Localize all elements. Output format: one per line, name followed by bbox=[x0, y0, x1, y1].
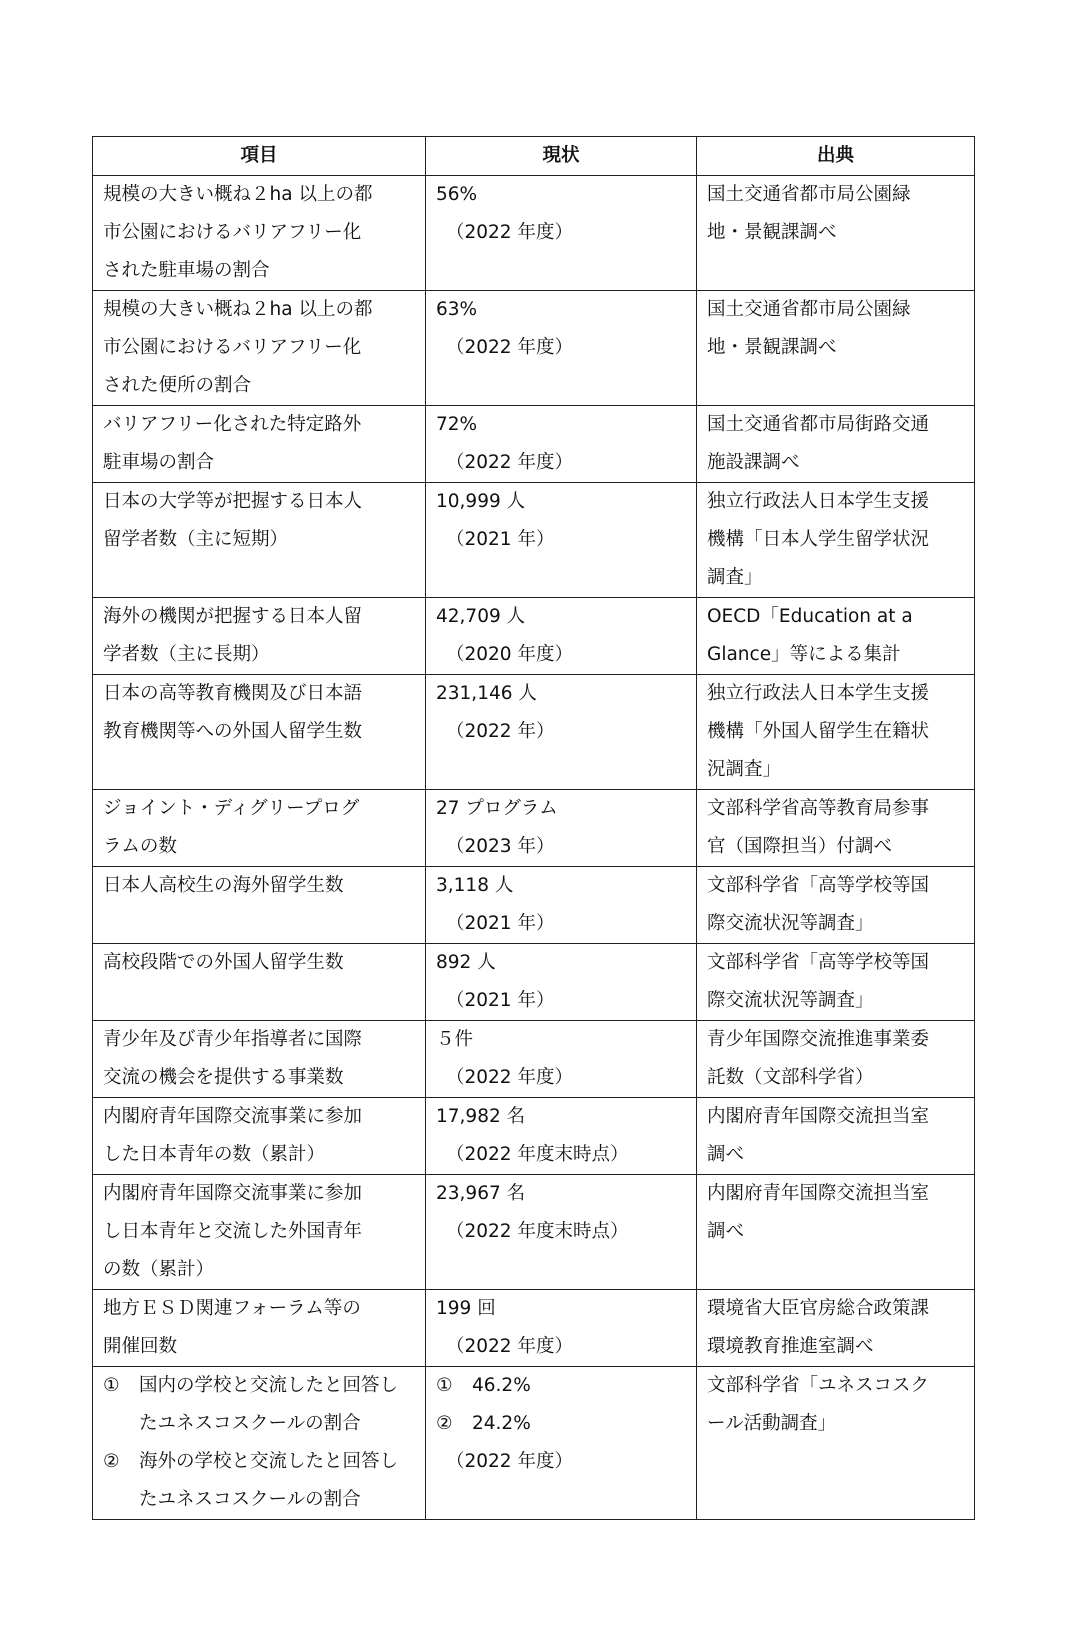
table-row bbox=[93, 1021, 975, 1098]
table-header-row bbox=[93, 137, 975, 176]
source-line: Glance」等による集計 bbox=[707, 644, 901, 665]
cell-source bbox=[697, 291, 975, 406]
source-line: 託数（文部科学省） bbox=[707, 1067, 874, 1088]
status-line: （2022 年度） bbox=[446, 337, 573, 358]
value-year: （2022 年度） bbox=[446, 1451, 573, 1472]
cell-status bbox=[426, 598, 697, 675]
item-line: 開催回数 bbox=[103, 1336, 178, 1357]
status-line: （2022 年度） bbox=[446, 1336, 573, 1357]
table-row bbox=[93, 291, 975, 406]
status-line: （2022 年度末時点） bbox=[446, 1221, 629, 1242]
cell-source bbox=[697, 483, 975, 598]
header-item: 項目 bbox=[93, 137, 426, 176]
header-status: 現状 bbox=[426, 137, 697, 176]
cell-status bbox=[426, 1175, 697, 1290]
indicators-table bbox=[92, 136, 975, 1520]
table-body bbox=[93, 176, 975, 1520]
item-line: 教育機関等への外国人留学生数 bbox=[103, 721, 363, 742]
table-row bbox=[93, 1175, 975, 1290]
status-line: 199 回 bbox=[436, 1298, 496, 1319]
cell-status bbox=[426, 944, 697, 1021]
enum-item bbox=[103, 1367, 415, 1443]
cell-source bbox=[697, 598, 975, 675]
source-line: 文部科学省「高等学校等国 bbox=[707, 875, 930, 896]
cell-source bbox=[697, 176, 975, 291]
enum-mark: ② bbox=[103, 1451, 120, 1472]
status-line: （2022 年度） bbox=[446, 222, 573, 243]
cell-source bbox=[697, 944, 975, 1021]
enum-text: 海外の学校と交流したと回答したユネスコスクールの割合 bbox=[139, 1451, 399, 1510]
status-line: （2021 年） bbox=[446, 913, 555, 934]
source-line: 際交流状況等調査」 bbox=[707, 913, 874, 934]
cell-source bbox=[697, 675, 975, 790]
item-line: 市公園におけるバリアフリー化 bbox=[103, 337, 362, 358]
source-line: 国土交通省都市局公園緑 bbox=[707, 299, 911, 320]
cell-source bbox=[697, 790, 975, 867]
cell-status bbox=[426, 483, 697, 598]
item-line: 留学者数（主に短期） bbox=[103, 529, 289, 550]
cell-item bbox=[93, 1021, 426, 1098]
enum-mark: ① bbox=[436, 1375, 453, 1396]
item-line: 青少年及び青少年指導者に国際 bbox=[103, 1029, 363, 1050]
cell-source bbox=[697, 1021, 975, 1098]
source-line: 文部科学省「高等学校等国 bbox=[707, 952, 930, 973]
source-line: 施設課調べ bbox=[707, 452, 800, 473]
cell-status bbox=[426, 675, 697, 790]
cell-source bbox=[697, 1367, 975, 1520]
table-row-last bbox=[93, 1367, 975, 1520]
cell-item bbox=[93, 598, 426, 675]
source-line: 況調査」 bbox=[707, 759, 782, 780]
status-line: 27 プログラム bbox=[436, 798, 558, 819]
item-line: 学者数（主に長期） bbox=[103, 644, 270, 665]
table-row bbox=[93, 675, 975, 790]
cell-item bbox=[93, 675, 426, 790]
source-line: 地・景観課調べ bbox=[707, 337, 837, 358]
cell-status bbox=[426, 867, 697, 944]
cell-status bbox=[426, 176, 697, 291]
item-line: 駐車場の割合 bbox=[103, 452, 215, 473]
status-line: 23,967 名 bbox=[436, 1183, 526, 1204]
cell-item bbox=[93, 1367, 426, 1520]
item-line: 規模の大きい概ね２ha 以上の都 bbox=[103, 299, 373, 320]
status-line: 56% bbox=[436, 184, 478, 205]
source-line: 国土交通省都市局公園緑 bbox=[707, 184, 911, 205]
status-line: （2022 年） bbox=[446, 721, 555, 742]
status-line: 892 人 bbox=[436, 952, 496, 973]
source-line: 官（国際担当）付調べ bbox=[707, 836, 893, 857]
source-line: 環境教育推進室調べ bbox=[707, 1336, 874, 1357]
source-line: 際交流状況等調査」 bbox=[707, 990, 874, 1011]
cell-source bbox=[697, 1290, 975, 1367]
status-line: 72% bbox=[436, 414, 478, 435]
table-row bbox=[93, 867, 975, 944]
source-line: 機構「外国人留学生在籍状 bbox=[707, 721, 930, 742]
status-line: （2022 年度） bbox=[446, 452, 573, 473]
cell-item bbox=[93, 291, 426, 406]
item-line: された便所の割合 bbox=[103, 375, 252, 396]
cell-item bbox=[93, 483, 426, 598]
cell-status bbox=[426, 291, 697, 406]
item-line: 日本の高等教育機関及び日本語 bbox=[103, 683, 363, 704]
value-line bbox=[436, 1367, 686, 1405]
table-row bbox=[93, 483, 975, 598]
source-line: 調べ bbox=[707, 1144, 745, 1165]
item-line: し日本青年と交流した外国青年 bbox=[103, 1221, 363, 1242]
cell-item bbox=[93, 406, 426, 483]
source-line: 環境省大臣官房総合政策課 bbox=[707, 1298, 930, 1319]
enum-item bbox=[103, 1443, 415, 1519]
cell-item bbox=[93, 1290, 426, 1367]
header-source: 出典 bbox=[697, 137, 975, 176]
status-line: 17,982 名 bbox=[436, 1106, 526, 1127]
item-line: 内閣府青年国際交流事業に参加 bbox=[103, 1183, 363, 1204]
item-line: した日本青年の数（累計） bbox=[103, 1144, 326, 1165]
source-line: 文部科学省高等教育局参事 bbox=[707, 798, 930, 819]
cell-status bbox=[426, 1021, 697, 1098]
source-line: 独立行政法人日本学生支援 bbox=[707, 491, 930, 512]
source-line: ール活動調査」 bbox=[707, 1413, 837, 1434]
source-line: 国土交通省都市局街路交通 bbox=[707, 414, 930, 435]
status-line: 63% bbox=[436, 299, 478, 320]
status-line: 42,709 人 bbox=[436, 606, 526, 627]
value-text: 46.2% bbox=[472, 1375, 531, 1396]
source-line: 青少年国際交流推進事業委 bbox=[707, 1029, 930, 1050]
table-row bbox=[93, 790, 975, 867]
status-line: （2023 年） bbox=[446, 836, 555, 857]
value-line bbox=[436, 1405, 686, 1443]
source-line: OECD「Education at a bbox=[707, 606, 913, 627]
item-line: 日本の大学等が把握する日本人 bbox=[103, 491, 363, 512]
cell-status bbox=[426, 1098, 697, 1175]
cell-status bbox=[426, 1367, 697, 1520]
table-row bbox=[93, 598, 975, 675]
cell-item bbox=[93, 1098, 426, 1175]
cell-source bbox=[697, 406, 975, 483]
source-line: 内閣府青年国際交流担当室 bbox=[707, 1183, 930, 1204]
enum-mark: ② bbox=[436, 1413, 453, 1434]
cell-item bbox=[93, 1175, 426, 1290]
cell-item bbox=[93, 944, 426, 1021]
table-row bbox=[93, 1290, 975, 1367]
item-line: された駐車場の割合 bbox=[103, 260, 270, 281]
item-line: 市公園におけるバリアフリー化 bbox=[103, 222, 362, 243]
source-line: 調査」 bbox=[707, 567, 763, 588]
cell-status bbox=[426, 1290, 697, 1367]
source-line: 文部科学省「ユネスコスク bbox=[707, 1375, 930, 1396]
enum-mark: ① bbox=[103, 1375, 120, 1396]
table-row bbox=[93, 406, 975, 483]
item-line: 日本人高校生の海外留学生数 bbox=[103, 875, 344, 896]
cell-source bbox=[697, 1175, 975, 1290]
item-line: 地方ＥＳＤ関連フォーラム等の bbox=[103, 1298, 361, 1319]
enum-text: 国内の学校と交流したと回答したユネスコスクールの割合 bbox=[139, 1375, 399, 1434]
item-line: 内閣府青年国際交流事業に参加 bbox=[103, 1106, 363, 1127]
status-line: 231,146 人 bbox=[436, 683, 537, 704]
cell-status bbox=[426, 790, 697, 867]
source-line: 調べ bbox=[707, 1221, 745, 1242]
cell-source bbox=[697, 1098, 975, 1175]
status-line: （2021 年） bbox=[446, 990, 555, 1011]
status-line: 10,999 人 bbox=[436, 491, 526, 512]
status-line: （2022 年度末時点） bbox=[446, 1144, 629, 1165]
item-line: ラムの数 bbox=[103, 836, 177, 857]
status-line: 3,118 人 bbox=[436, 875, 514, 896]
table-row bbox=[93, 944, 975, 1021]
status-line: （2021 年） bbox=[446, 529, 555, 550]
status-line: （2022 年度） bbox=[446, 1067, 573, 1088]
source-line: 独立行政法人日本学生支援 bbox=[707, 683, 930, 704]
cell-item bbox=[93, 790, 426, 867]
item-line: の数（累計） bbox=[103, 1259, 215, 1280]
status-line: ５件 bbox=[436, 1029, 474, 1050]
item-line: 高校段階での外国人留学生数 bbox=[103, 952, 344, 973]
status-line: （2020 年度） bbox=[446, 644, 573, 665]
cell-status bbox=[426, 406, 697, 483]
cell-source bbox=[697, 867, 975, 944]
cell-item bbox=[93, 867, 426, 944]
source-line: 内閣府青年国際交流担当室 bbox=[707, 1106, 930, 1127]
item-line: 交流の機会を提供する事業数 bbox=[103, 1067, 344, 1088]
source-line: 地・景観課調べ bbox=[707, 222, 837, 243]
source-line: 機構「日本人学生留学状況 bbox=[707, 529, 930, 550]
item-line: ジョイント・ディグリープログ bbox=[103, 798, 360, 819]
table-row bbox=[93, 176, 975, 291]
value-text: 24.2% bbox=[472, 1413, 531, 1434]
item-line: バリアフリー化された特定路外 bbox=[103, 414, 362, 435]
table-row bbox=[93, 1098, 975, 1175]
item-line: 海外の機関が把握する日本人留 bbox=[103, 606, 363, 627]
item-line: 規模の大きい概ね２ha 以上の都 bbox=[103, 184, 373, 205]
cell-item bbox=[93, 176, 426, 291]
